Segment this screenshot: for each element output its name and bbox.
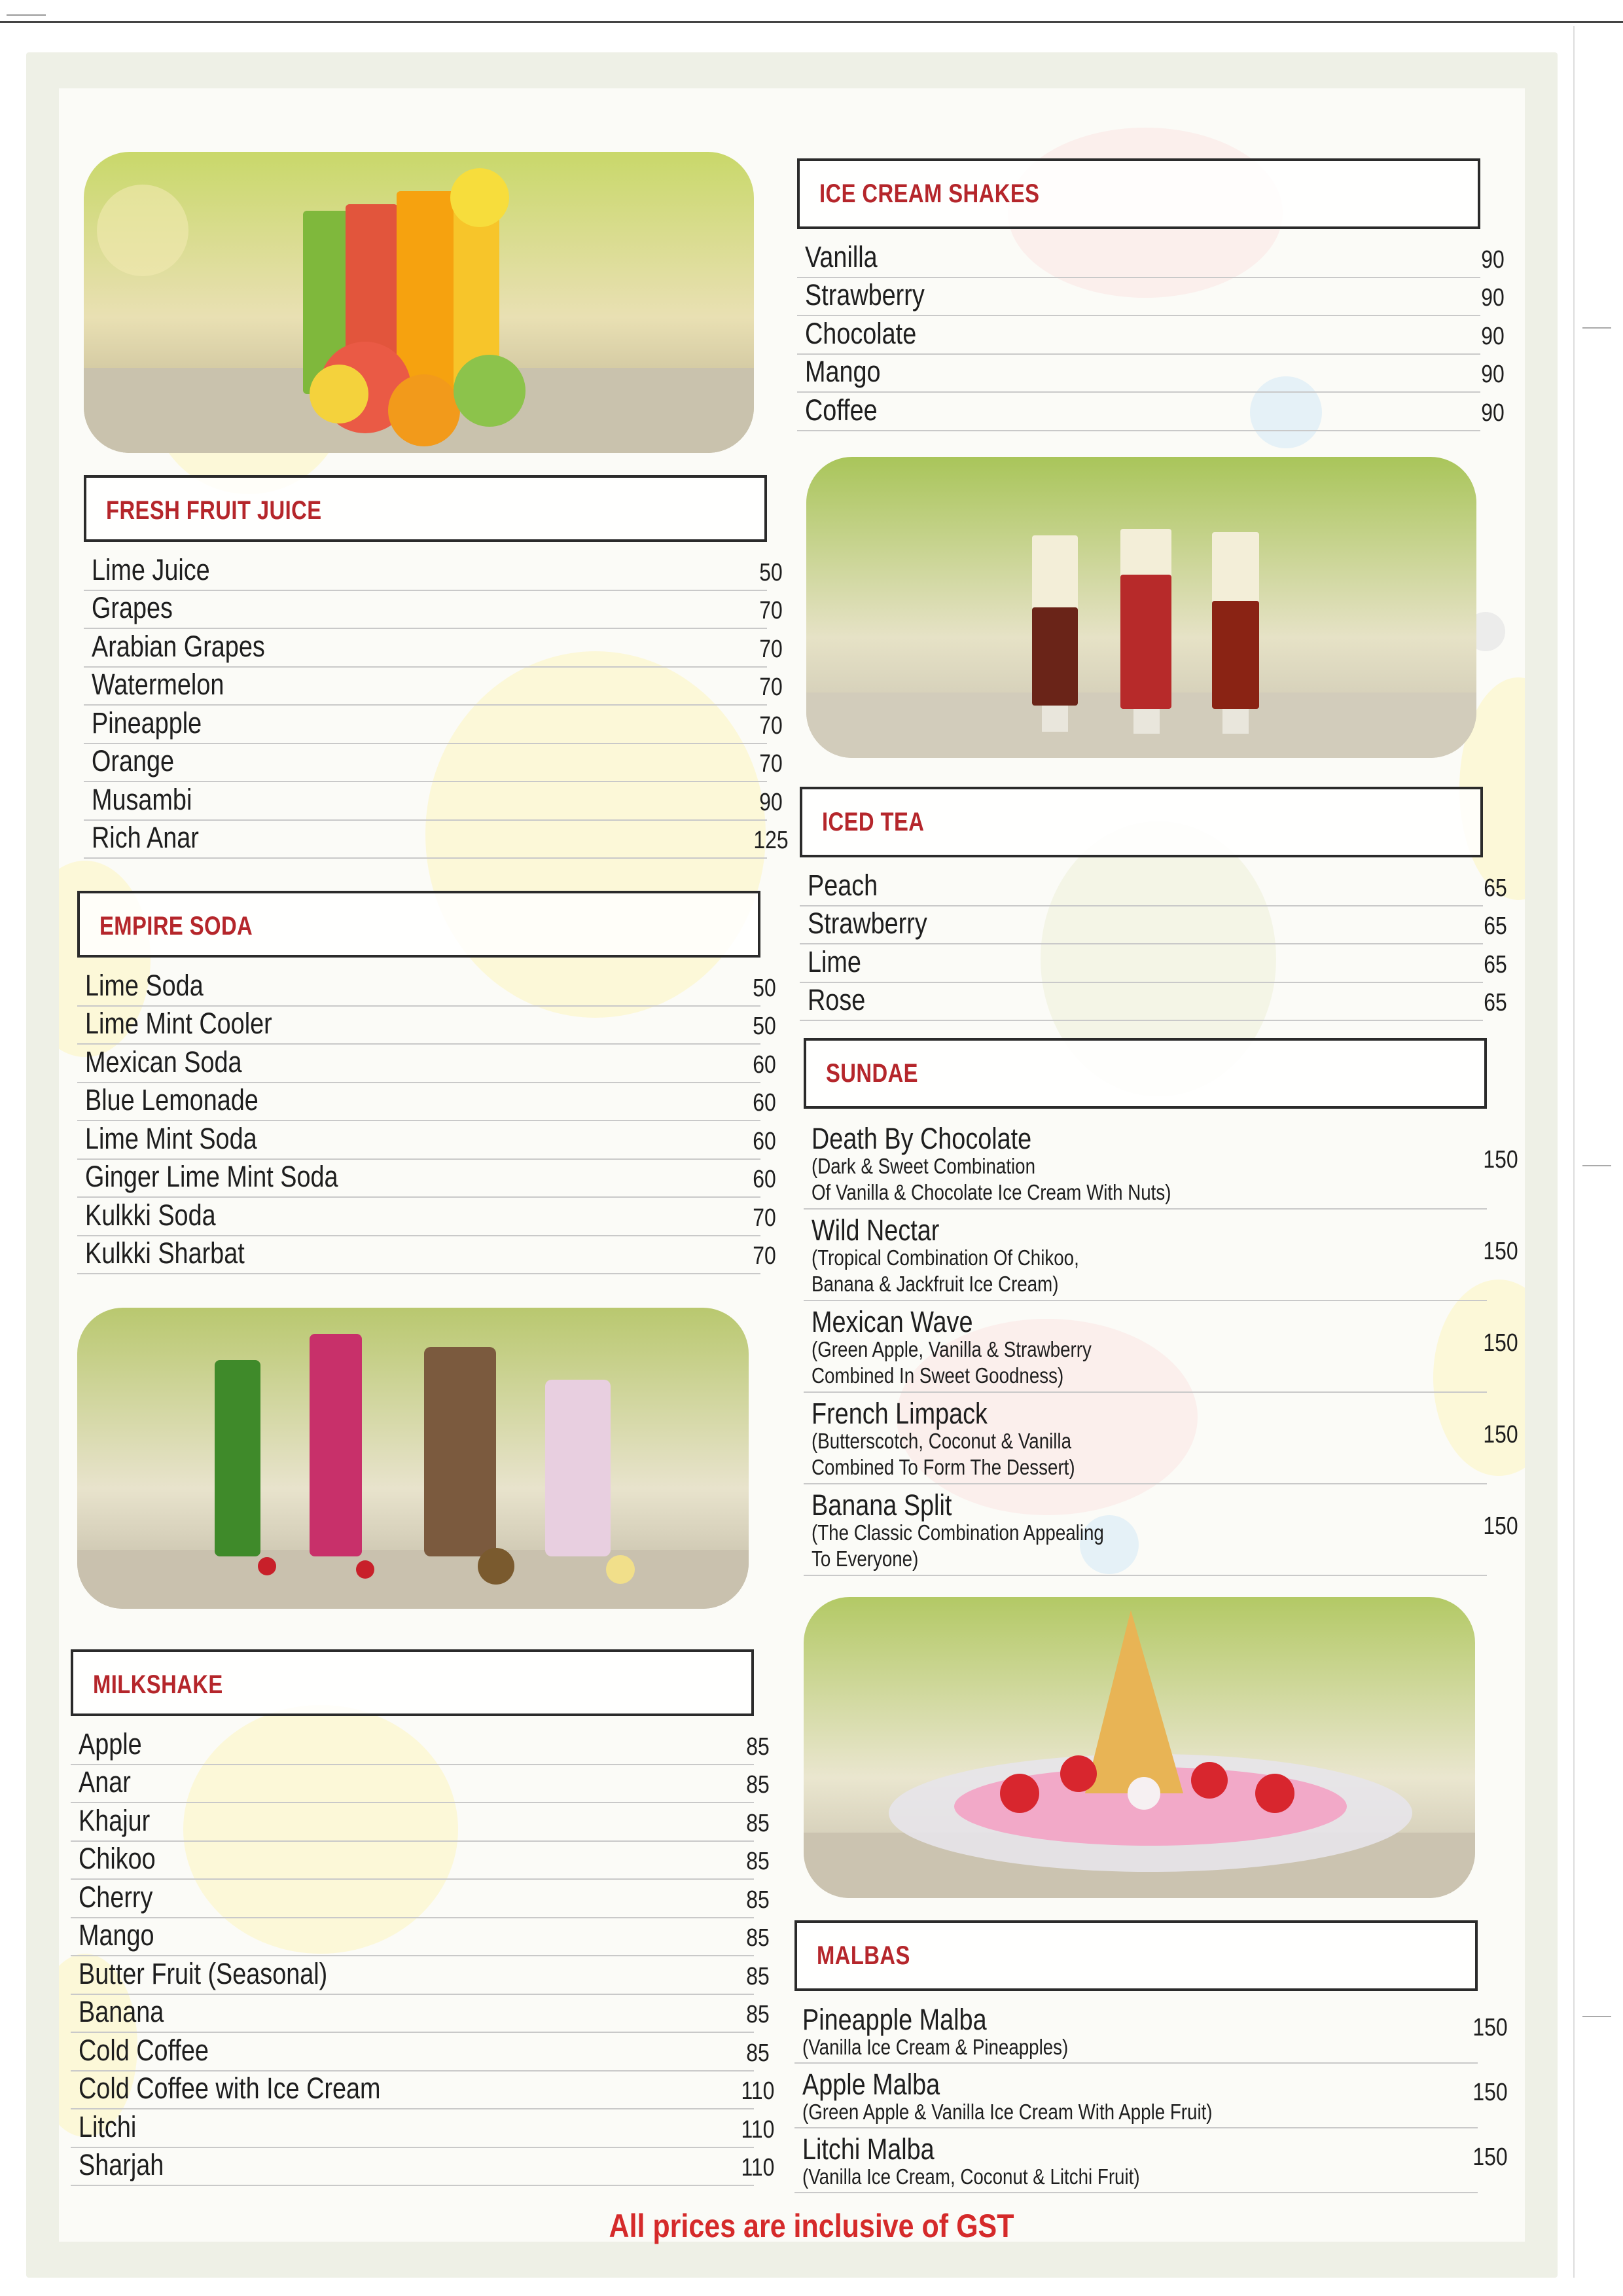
menu-item-row [804, 1393, 1518, 1484]
item-price: 110 [741, 2154, 775, 2181]
section-header [800, 787, 1483, 857]
menu-item-row [77, 1160, 776, 1198]
menu-item-row [800, 906, 1507, 945]
item-price: 150 [1472, 2144, 1508, 2171]
menu-item-row [84, 629, 783, 668]
item-price: 110 [741, 2077, 775, 2105]
menu-item-row [84, 782, 783, 821]
item-price: 85 [746, 1924, 770, 1952]
item-name: Litchi [79, 2109, 137, 2144]
edge-tick [1582, 2016, 1611, 2017]
menu-item-row [804, 1210, 1518, 1301]
item-price: 70 [759, 750, 783, 778]
item-name: Pineapple [92, 706, 202, 740]
item-name: Apple Malba [802, 2068, 940, 2101]
item-price: 90 [1481, 399, 1505, 427]
item-name: Death By Chocolate [812, 1122, 1032, 1155]
item-description: (Tropical Combination Of Chikoo, [812, 1246, 1079, 1270]
menu-item-row [797, 240, 1505, 278]
item-name: Blue Lemonade [85, 1083, 259, 1117]
item-price: 150 [1472, 2014, 1508, 2041]
item-name: Litchi Malba [802, 2132, 935, 2166]
item-price: 65 [1484, 874, 1507, 902]
menu-item-row [800, 868, 1507, 906]
section-title: ICED TEA [822, 808, 925, 836]
section-title: ICE CREAM SHAKES [819, 179, 1040, 208]
item-name: Chikoo [79, 1842, 156, 1875]
menu-item-row [797, 393, 1505, 431]
item-description: (The Classic Combination Appealing [812, 1520, 1104, 1545]
item-price: 60 [753, 1050, 776, 1079]
gst-footer-note: All prices are inclusive of GST [609, 2208, 1014, 2244]
section-header [84, 475, 767, 542]
malbas-section [794, 1920, 1508, 2193]
item-name: Lime Mint Soda [85, 1121, 257, 1155]
menu-item-row [794, 1999, 1508, 2064]
item-price: 90 [1481, 284, 1505, 312]
item-price: 85 [746, 2039, 770, 2067]
section-header [794, 1920, 1478, 1991]
item-name: Mexican Wave [812, 1305, 973, 1338]
menu-item-row [800, 944, 1507, 983]
menu-item-row [71, 1765, 770, 1804]
menu-item-row [71, 1995, 770, 2034]
section-header [797, 158, 1480, 229]
item-name: Butter Fruit (Seasonal) [79, 1956, 328, 1990]
item-name: Coffee [805, 393, 878, 427]
item-price: 70 [759, 673, 783, 701]
item-name: Lime [808, 944, 861, 978]
menu-item-row [84, 552, 783, 591]
item-price: 125 [753, 827, 789, 854]
item-price: 150 [1483, 1513, 1518, 1540]
fruit-juice-glasses-photo [84, 152, 754, 453]
menu-item-row [800, 983, 1507, 1022]
menu-item-row [84, 744, 783, 783]
section-title: MALBAS [817, 1941, 910, 1970]
menu-item-row [71, 2072, 775, 2110]
item-price: 70 [759, 635, 783, 663]
top-rule [0, 21, 1623, 23]
item-description: (Butterscotch, Coconut & Vanilla [812, 1429, 1072, 1453]
item-name: Anar [79, 1765, 131, 1799]
section-title: EMPIRE SODA [99, 912, 253, 941]
item-price: 60 [753, 1127, 776, 1155]
item-price: 70 [759, 597, 783, 624]
item-name: Kulkki Sharbat [85, 1236, 245, 1270]
item-price: 85 [746, 1886, 770, 1914]
menu-item-row [71, 1918, 770, 1957]
milkshake-glasses-photo [77, 1308, 749, 1609]
item-name: Chocolate [805, 316, 917, 350]
item-price: 50 [759, 558, 783, 586]
item-price: 85 [746, 1962, 770, 1990]
item-name: Apple [79, 1727, 142, 1761]
item-list [77, 968, 776, 1274]
item-name: Wild Nectar [812, 1213, 940, 1247]
item-name: Lime Juice [92, 552, 210, 586]
item-price: 70 [759, 711, 783, 740]
menu-item-row [71, 2148, 775, 2187]
item-price: 150 [1483, 1421, 1518, 1448]
item-name: Orange [92, 744, 175, 778]
item-description: (Green Apple & Vanilla Ice Cream With Apple Fruit) [802, 2100, 1213, 2124]
item-name: Mexican Soda [85, 1045, 242, 1079]
item-price: 90 [1481, 361, 1505, 388]
item-price: 50 [753, 1013, 776, 1040]
menu-item-row [804, 1118, 1518, 1210]
item-price: 150 [1483, 1329, 1518, 1357]
item-price: 60 [753, 1089, 776, 1117]
item-name: Peach [808, 868, 878, 902]
item-price: 90 [1481, 322, 1505, 350]
menu-item-row [804, 1301, 1518, 1393]
item-list [797, 240, 1505, 431]
item-name: Strawberry [808, 906, 927, 940]
milkshake-section [71, 1649, 775, 2186]
item-list [800, 868, 1507, 1021]
menu-item-row [77, 1083, 776, 1122]
section-title: SUNDAE [826, 1059, 918, 1088]
item-price: 90 [759, 788, 783, 816]
item-name: Khajur [79, 1803, 151, 1837]
item-name: Cold Coffee with Ice Cream [79, 2072, 381, 2105]
item-name: Vanilla [805, 240, 878, 274]
item-name: Arabian Grapes [92, 629, 265, 663]
iced-tea-section [800, 787, 1507, 1021]
item-price: 85 [746, 1771, 770, 1799]
item-name: French Limpack [812, 1397, 988, 1430]
item-price: 70 [753, 1204, 776, 1232]
item-price: 85 [746, 1732, 770, 1761]
item-price: 90 [1481, 245, 1505, 274]
edge-tick [1582, 327, 1611, 329]
item-price: 85 [746, 1848, 770, 1875]
item-price: 65 [1484, 912, 1507, 940]
item-price: 150 [1483, 1238, 1518, 1265]
item-name: Strawberry [805, 278, 925, 312]
menu-item-row [71, 1956, 770, 1995]
item-description: Combined In Sweet Goodness) [812, 1363, 1064, 1388]
item-name: Grapes [92, 591, 173, 624]
item-price: 60 [753, 1166, 776, 1193]
item-price: 85 [746, 2001, 770, 2028]
item-description: To Everyone) [812, 1547, 919, 1571]
menu-item-row [77, 1121, 776, 1160]
edge-tick [1582, 1165, 1611, 1166]
menu-item-row [77, 1045, 776, 1083]
page-edge [1573, 26, 1575, 2278]
item-description: Combined To Form The Dessert) [812, 1455, 1075, 1479]
menu-item-row [804, 1484, 1518, 1576]
section-header [71, 1649, 754, 1716]
item-name: Musambi [92, 782, 192, 816]
item-name: Sharjah [79, 2148, 164, 2181]
item-price: 65 [1484, 950, 1507, 978]
menu-item-row [84, 821, 789, 859]
menu-item-row [77, 1236, 776, 1275]
scan-mark [7, 14, 46, 16]
item-name: Cherry [79, 1880, 153, 1914]
item-description: Of Vanilla & Chocolate Ice Cream With Nuts) [812, 1180, 1171, 1204]
item-name: Mango [79, 1918, 154, 1952]
item-description: (Green Apple, Vanilla & Strawberry [812, 1337, 1092, 1361]
menu-item-row [71, 1803, 770, 1842]
menu-item-row [84, 591, 783, 630]
fresh-fruit-juice-section [84, 475, 789, 859]
item-price: 70 [753, 1242, 776, 1270]
menu-item-row [84, 706, 783, 744]
menu-item-row [71, 1880, 770, 1918]
menu-item-row [797, 278, 1505, 317]
iced-tea-glasses-photo [806, 457, 1476, 758]
item-price: 150 [1472, 2079, 1508, 2106]
ice-cream-shakes-section [797, 158, 1505, 431]
item-price: 85 [746, 1809, 770, 1837]
section-title: MILKSHAKE [93, 1670, 223, 1699]
item-name: Lime Mint Cooler [85, 1007, 272, 1040]
menu-item-row [794, 2064, 1508, 2128]
item-name: Ginger Lime Mint Soda [85, 1160, 338, 1193]
menu-item-row [77, 1007, 776, 1045]
item-description: (Vanilla Ice Cream, Coconut & Litchi Fruit) [802, 2164, 1140, 2189]
section-header [804, 1038, 1487, 1109]
item-description: Banana & Jackfruit Ice Cream) [812, 1272, 1059, 1296]
item-name: Rich Anar [92, 821, 199, 854]
section-title: FRESH FRUIT JUICE [106, 496, 322, 525]
menu-item-row [794, 2128, 1508, 2193]
empire-soda-section [77, 891, 776, 1274]
menu-item-row [84, 668, 783, 706]
item-price: 150 [1483, 1146, 1518, 1174]
sundae-section [804, 1038, 1518, 1576]
section-header [77, 891, 760, 958]
menu-item-row [77, 968, 776, 1007]
item-name: Kulkki Soda [85, 1198, 216, 1232]
menu-item-row [77, 1198, 776, 1236]
item-name: Banana [79, 1995, 164, 2028]
item-price: 50 [753, 974, 776, 1002]
menu-item-row [797, 316, 1505, 355]
menu-item-row [71, 1727, 770, 1765]
menu-item-row [71, 2033, 770, 2072]
item-price: 65 [1484, 989, 1507, 1016]
sundae-bowl-photo [804, 1597, 1475, 1898]
item-name: Mango [805, 355, 881, 388]
item-description: (Dark & Sweet Combination [812, 1154, 1036, 1178]
menu-item-row [71, 1842, 770, 1880]
item-list [84, 552, 789, 859]
item-name: Banana Split [812, 1488, 952, 1522]
item-list [794, 1999, 1508, 2193]
item-name: Cold Coffee [79, 2033, 209, 2067]
item-name: Lime Soda [85, 968, 204, 1002]
menu-item-row [797, 355, 1505, 393]
item-description: (Vanilla Ice Cream & Pineapples) [802, 2035, 1069, 2059]
item-price: 110 [741, 2115, 775, 2144]
item-list [804, 1118, 1518, 1576]
item-list [71, 1727, 775, 2186]
item-name: Watermelon [92, 668, 224, 701]
item-name: Rose [808, 983, 866, 1016]
item-name: Pineapple Malba [802, 2003, 987, 2036]
menu-item-row [71, 2109, 775, 2148]
